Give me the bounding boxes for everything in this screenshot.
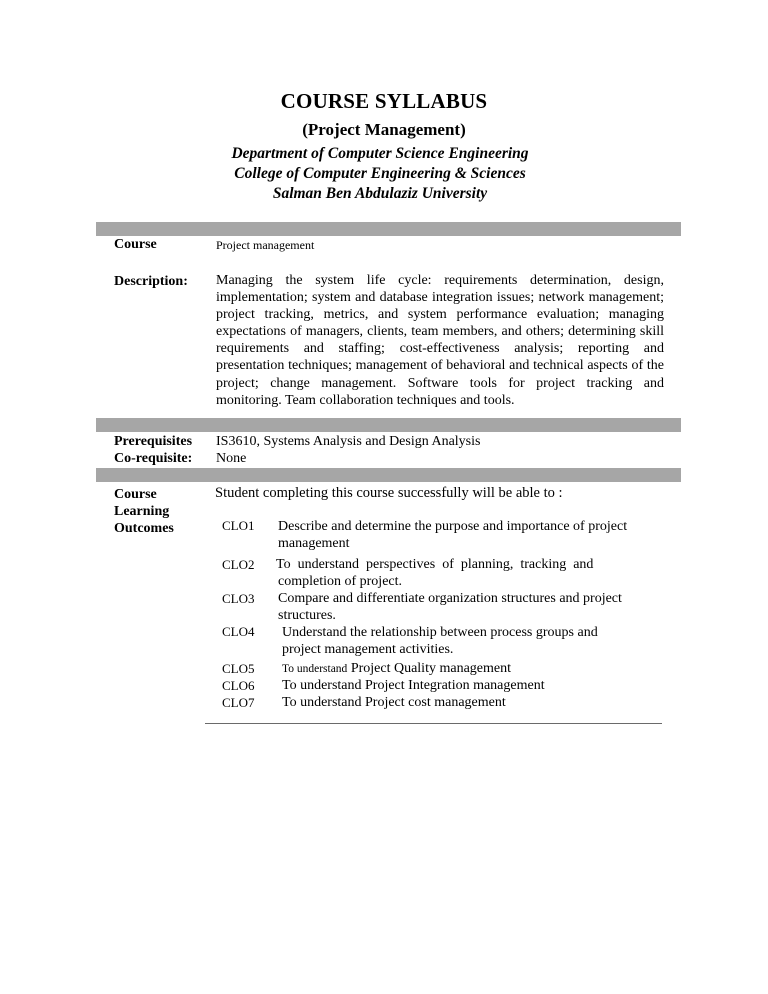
clo-item xyxy=(276,556,662,590)
prerequisites-label: Prerequisites xyxy=(114,434,193,449)
outcomes-intro: Student completing this course successfully will be able to : xyxy=(215,485,563,501)
outcomes-label-line: Outcomes xyxy=(114,521,174,536)
clo-id: CLO1 xyxy=(222,518,255,533)
clo-id: CLO3 xyxy=(222,591,255,606)
clo-text-line: project management activities. xyxy=(282,642,454,657)
description-label: Description: xyxy=(114,274,188,289)
corequisite-value: None xyxy=(216,451,247,466)
outcomes-label-line: Learning xyxy=(114,504,170,519)
course-value: Project management xyxy=(216,238,315,252)
college-name: College of Computer Engineering & Sciences xyxy=(234,165,526,182)
clo-text-line: Understand the relationship between process groups and xyxy=(282,625,598,640)
clo-item xyxy=(282,677,662,694)
clo-text-line: structures. xyxy=(278,608,336,623)
clo-item xyxy=(282,660,662,678)
course-label: Course xyxy=(114,237,157,252)
clo-text-line: Describe and determine the purpose and importance of project xyxy=(278,519,628,534)
clo-id: CLO6 xyxy=(222,678,255,693)
bottom-rule xyxy=(205,723,662,724)
clo-item xyxy=(282,624,662,658)
section-divider-bar xyxy=(96,222,681,236)
clo-text-line: Compare and differentiate organization structures and project xyxy=(278,591,622,606)
clo-id: CLO5 xyxy=(222,661,255,676)
clo-text-line: To understand Project cost management xyxy=(282,695,506,710)
clo-text-line: To understand Project Integration management xyxy=(282,678,545,693)
clo-text-line: management xyxy=(278,536,350,551)
prerequisites-value: IS3610, Systems Analysis and Design Analysis xyxy=(216,434,481,449)
department-name: Department of Computer Science Engineering xyxy=(231,145,529,162)
section-divider-bar xyxy=(96,468,681,482)
corequisite-label: Co-requisite: xyxy=(114,451,193,466)
clo-text-prefix: To understand xyxy=(282,663,348,675)
outcomes-label xyxy=(114,486,174,537)
clo-text-line: completion of project. xyxy=(278,574,403,589)
clo-item xyxy=(278,518,662,552)
university-name: Salman Ben Abdulaziz University xyxy=(272,185,488,202)
clo-text-line: Project Quality management xyxy=(350,661,511,676)
section-divider-bar xyxy=(96,418,681,432)
description-text: Managing the system life cycle: requirements determination, design, implementation; system and database integration issues; network management; project tracking, metrics, and system performance evaluation; managing expectations of managers, clients, team members, and others; determining skill requirements and staffing; cost-effectiveness analysis; reporting and presentation techniques; management of behavioral and technical aspects of the project; change management. Software tools for project tracking and monitoring. Team collaboration techniques and tools. xyxy=(216,273,664,408)
page-subtitle: (Project Management) xyxy=(302,120,466,139)
clo-id: CLO7 xyxy=(222,695,255,710)
clo-id: CLO2 xyxy=(222,557,255,572)
page-title: COURSE SYLLABUS xyxy=(280,89,488,113)
clo-text-line: To understand perspectives of planning, tracking and xyxy=(276,557,594,572)
clo-id: CLO4 xyxy=(222,624,255,639)
clo-item xyxy=(278,590,662,624)
clo-item xyxy=(282,694,662,711)
outcomes-label-line: Course xyxy=(114,487,157,502)
institution-block xyxy=(170,144,590,204)
